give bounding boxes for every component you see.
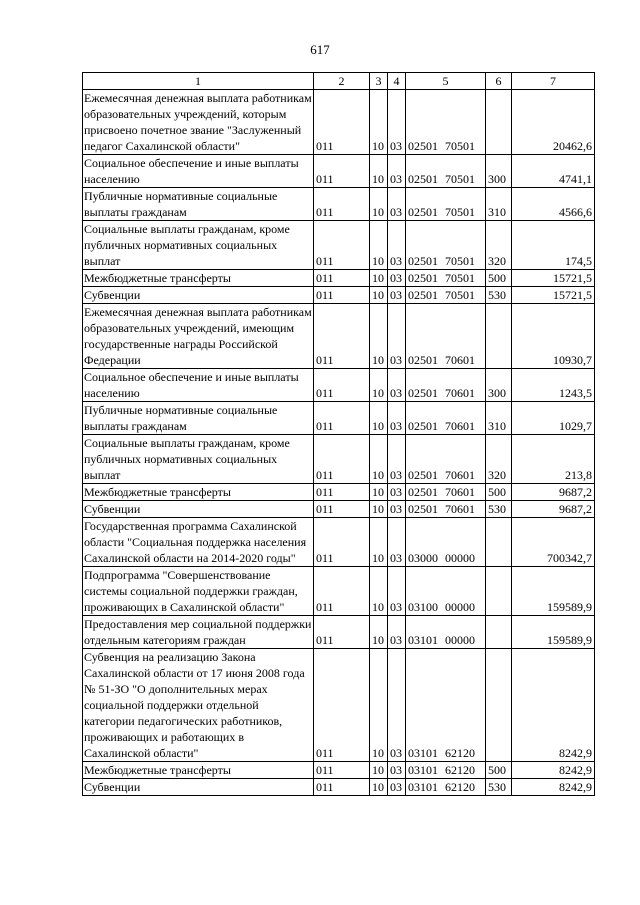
cell-subsection: 03 xyxy=(388,155,406,188)
cell-ministry: 011 xyxy=(314,616,370,649)
cell-name: Подпрограмма "Совершенствование системы социальной поддержки граждан, проживающих в Сахалинской области" xyxy=(83,567,314,616)
cell-section: 10 xyxy=(370,435,388,484)
cell-section: 10 xyxy=(370,270,388,287)
cell-subsection: 03 xyxy=(388,616,406,649)
column-header-section: 3 xyxy=(370,73,388,90)
cell-ministry: 011 xyxy=(314,155,370,188)
cell-name: Социальное обеспечение и иные выплаты населению xyxy=(83,155,314,188)
table-row xyxy=(83,616,595,649)
cell-ministry: 011 xyxy=(314,270,370,287)
cell-ministry: 011 xyxy=(314,779,370,796)
cell-subsection: 03 xyxy=(388,402,406,435)
cell-name: Субвенции xyxy=(83,287,314,304)
cell-type xyxy=(486,616,512,649)
table-row xyxy=(83,270,595,287)
cell-subsection: 03 xyxy=(388,221,406,270)
cell-amount: 8242,9 xyxy=(512,762,595,779)
cell-name: Социальное обеспечение и иные выплаты населению xyxy=(83,369,314,402)
cell-type xyxy=(486,518,512,567)
budget-table xyxy=(82,72,595,796)
cell-name: Государственная программа Сахалинской области "Социальная поддержка населения Сахалинской области на 2014-2020 годы" xyxy=(83,518,314,567)
cell-target: 02501 70501 xyxy=(406,90,486,155)
cell-amount: 174,5 xyxy=(512,221,595,270)
column-header-ministry: 2 xyxy=(314,73,370,90)
cell-subsection: 03 xyxy=(388,304,406,369)
cell-ministry: 011 xyxy=(314,369,370,402)
cell-name: Публичные нормативные социальные выплаты гражданам xyxy=(83,188,314,221)
cell-subsection: 03 xyxy=(388,435,406,484)
cell-section: 10 xyxy=(370,501,388,518)
cell-type: 300 xyxy=(486,155,512,188)
cell-target: 03101 62120 xyxy=(406,779,486,796)
cell-amount: 159589,9 xyxy=(512,616,595,649)
cell-section: 10 xyxy=(370,779,388,796)
table-row xyxy=(83,304,595,369)
cell-target: 02501 70601 xyxy=(406,435,486,484)
cell-ministry: 011 xyxy=(314,762,370,779)
cell-section: 10 xyxy=(370,649,388,762)
cell-name: Публичные нормативные социальные выплаты гражданам xyxy=(83,402,314,435)
cell-target: 02501 70501 xyxy=(406,270,486,287)
cell-target: 02501 70601 xyxy=(406,369,486,402)
cell-type: 530 xyxy=(486,501,512,518)
cell-section: 10 xyxy=(370,567,388,616)
cell-ministry: 011 xyxy=(314,402,370,435)
column-header-name: 1 xyxy=(83,73,314,90)
cell-target: 03000 00000 xyxy=(406,518,486,567)
cell-amount: 4566,6 xyxy=(512,188,595,221)
cell-target: 02501 70601 xyxy=(406,501,486,518)
cell-subsection: 03 xyxy=(388,188,406,221)
cell-ministry: 011 xyxy=(314,435,370,484)
column-header-target: 5 xyxy=(406,73,486,90)
table-body xyxy=(83,90,595,796)
cell-name: Субвенции xyxy=(83,501,314,518)
cell-subsection: 03 xyxy=(388,287,406,304)
cell-amount: 8242,9 xyxy=(512,649,595,762)
cell-amount: 700342,7 xyxy=(512,518,595,567)
cell-amount: 10930,7 xyxy=(512,304,595,369)
cell-ministry: 011 xyxy=(314,501,370,518)
cell-ministry: 011 xyxy=(314,287,370,304)
cell-name: Предоставления мер социальной поддержки отдельным категориям граждан xyxy=(83,616,314,649)
table-row xyxy=(83,779,595,796)
cell-target: 02501 70501 xyxy=(406,155,486,188)
cell-type: 530 xyxy=(486,779,512,796)
cell-target: 02501 70601 xyxy=(406,484,486,501)
table-row xyxy=(83,188,595,221)
cell-subsection: 03 xyxy=(388,567,406,616)
cell-ministry: 011 xyxy=(314,221,370,270)
cell-ministry: 011 xyxy=(314,518,370,567)
cell-target: 02501 70601 xyxy=(406,402,486,435)
cell-target: 02501 70501 xyxy=(406,221,486,270)
cell-section: 10 xyxy=(370,518,388,567)
cell-section: 10 xyxy=(370,402,388,435)
table-row xyxy=(83,567,595,616)
cell-section: 10 xyxy=(370,484,388,501)
cell-type: 320 xyxy=(486,221,512,270)
column-header-amount: 7 xyxy=(512,73,595,90)
cell-amount: 1243,5 xyxy=(512,369,595,402)
cell-section: 10 xyxy=(370,304,388,369)
table-row xyxy=(83,762,595,779)
cell-type xyxy=(486,90,512,155)
cell-type: 530 xyxy=(486,287,512,304)
cell-ministry: 011 xyxy=(314,304,370,369)
cell-ministry: 011 xyxy=(314,90,370,155)
cell-amount: 4741,1 xyxy=(512,155,595,188)
cell-amount: 20462,6 xyxy=(512,90,595,155)
cell-name: Социальные выплаты гражданам, кроме публичных нормативных социальных выплат xyxy=(83,221,314,270)
cell-target: 03101 00000 xyxy=(406,616,486,649)
table-row xyxy=(83,369,595,402)
cell-section: 10 xyxy=(370,762,388,779)
cell-amount: 8242,9 xyxy=(512,779,595,796)
cell-section: 10 xyxy=(370,90,388,155)
column-header-type: 6 xyxy=(486,73,512,90)
table-row xyxy=(83,90,595,155)
cell-name: Ежемесячная денежная выплата работникам образовательных учреждений, которым присвоено почетное звание "Заслуженный педагог Сахалинской области" xyxy=(84,91,312,153)
cell-type xyxy=(486,304,512,369)
cell-section: 10 xyxy=(370,155,388,188)
cell-ministry: 011 xyxy=(314,649,370,762)
cell-subsection: 03 xyxy=(388,649,406,762)
cell-ministry: 011 xyxy=(314,484,370,501)
cell-target: 03101 62120 xyxy=(406,762,486,779)
cell-ministry: 011 xyxy=(314,188,370,221)
cell-amount: 15721,5 xyxy=(512,270,595,287)
cell-type: 500 xyxy=(486,484,512,501)
table-row xyxy=(83,435,595,484)
column-header-subsection: 4 xyxy=(388,73,406,90)
cell-name: Межбюджетные трансферты xyxy=(83,270,314,287)
cell-amount: 9687,2 xyxy=(512,501,595,518)
cell-section: 10 xyxy=(370,221,388,270)
cell-section: 10 xyxy=(370,287,388,304)
cell-type xyxy=(486,649,512,762)
cell-target: 02501 70601 xyxy=(406,304,486,369)
table-row xyxy=(83,287,595,304)
cell-name: Межбюджетные трансферты xyxy=(83,484,314,501)
cell-target: 03101 62120 xyxy=(406,649,486,762)
table-row xyxy=(83,518,595,567)
table-row xyxy=(83,484,595,501)
cell-section: 10 xyxy=(370,188,388,221)
cell-target: 02501 70501 xyxy=(406,188,486,221)
table-row xyxy=(83,155,595,188)
cell-amount: 1029,7 xyxy=(512,402,595,435)
cell-target: 03100 00000 xyxy=(406,567,486,616)
cell-target: 02501 70501 xyxy=(406,287,486,304)
cell-type: 500 xyxy=(486,270,512,287)
cell-type: 500 xyxy=(486,762,512,779)
cell-subsection: 03 xyxy=(388,518,406,567)
cell-name: Социальные выплаты гражданам, кроме публичных нормативных социальных выплат xyxy=(83,435,314,484)
table-row xyxy=(83,221,595,270)
cell-ministry: 011 xyxy=(314,567,370,616)
cell-name: Межбюджетные трансферты xyxy=(83,762,314,779)
cell-subsection: 03 xyxy=(388,779,406,796)
cell-section: 10 xyxy=(370,616,388,649)
cell-subsection: 03 xyxy=(388,762,406,779)
page-number: 617 xyxy=(310,42,330,57)
cell-section: 10 xyxy=(370,369,388,402)
cell-type: 300 xyxy=(486,369,512,402)
cell-type: 310 xyxy=(486,188,512,221)
cell-amount: 15721,5 xyxy=(512,287,595,304)
table-row xyxy=(83,402,595,435)
table-row xyxy=(83,649,595,762)
cell-subsection: 03 xyxy=(388,501,406,518)
cell-name: Субвенции xyxy=(83,779,314,796)
cell-subsection: 03 xyxy=(388,90,406,155)
cell-amount: 213,8 xyxy=(512,435,595,484)
cell-type: 310 xyxy=(486,402,512,435)
header-row xyxy=(83,73,595,90)
cell-name: Субвенция на реализацию Закона Сахалинской области от 17 июня 2008 года № 51-ЗО "О дополнительных мерах социальной поддержки отдельной категории педагогических работников, проживающих и работающих в Сахалинской области" xyxy=(83,649,314,762)
cell-amount: 159589,9 xyxy=(512,567,595,616)
cell-subsection: 03 xyxy=(388,484,406,501)
cell-subsection: 03 xyxy=(388,270,406,287)
cell-type: 320 xyxy=(486,435,512,484)
cell-name: Ежемесячная денежная выплата работникам образовательных учреждений, имеющим государственные награды Российской Федерации xyxy=(84,305,312,367)
cell-amount: 9687,2 xyxy=(512,484,595,501)
cell-type xyxy=(486,567,512,616)
table-row xyxy=(83,501,595,518)
cell-subsection: 03 xyxy=(388,369,406,402)
